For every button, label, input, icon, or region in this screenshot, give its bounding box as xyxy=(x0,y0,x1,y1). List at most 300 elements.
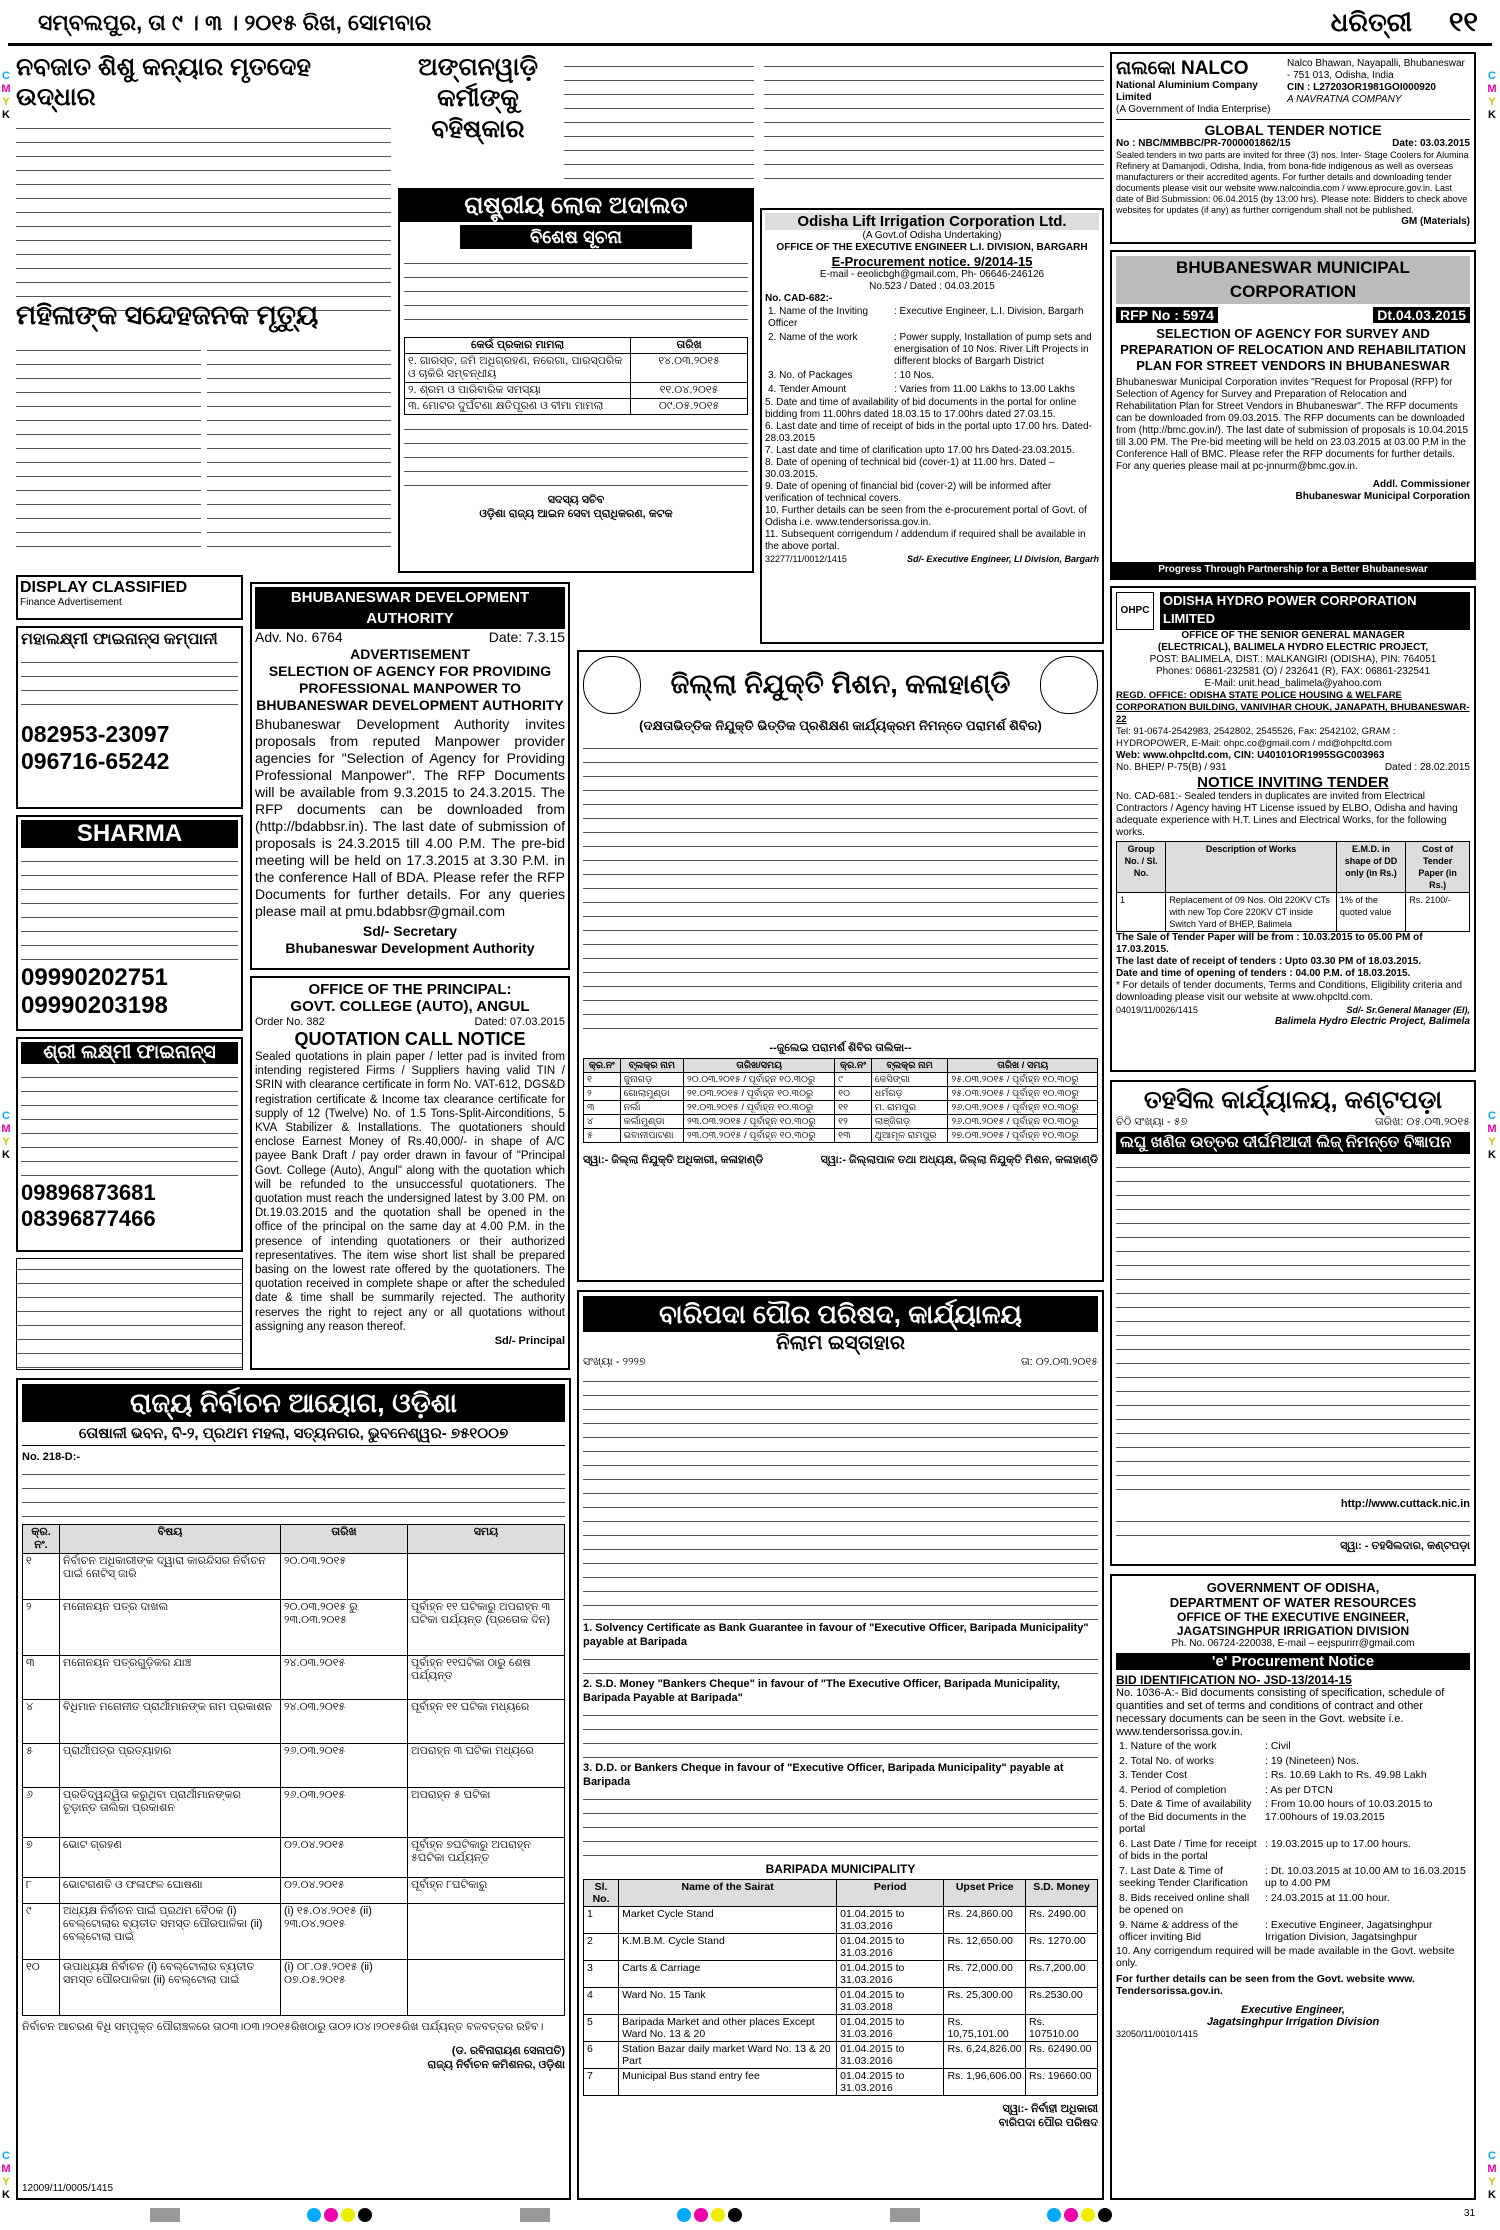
election-sign2: ରାଜ୍ୟ ନିର୍ବାଚନ କମିଶନର, ଓଡ଼ିଶା xyxy=(427,2059,565,2071)
cell: ମ. ରାମପୁର xyxy=(871,1101,948,1115)
cell: 01.04.2015 to 31.03.2016 xyxy=(837,1961,944,1988)
table-row xyxy=(584,1087,1098,1101)
table-header: Period xyxy=(837,1880,944,1907)
cell: ୧ xyxy=(23,1554,60,1600)
cell: ନର୍ଲା xyxy=(620,1101,683,1115)
cell: 01.04.2015 to 31.03.2016 xyxy=(837,1934,944,1961)
classified-phone: 096716-65242 xyxy=(21,748,170,774)
item-key: 4. Period of completion xyxy=(1119,1783,1227,1796)
cell: ଥୁଆମୂଳ ରାମପୁର xyxy=(871,1129,948,1143)
cell: ୧୦ xyxy=(23,1960,60,2016)
cell: ୫ xyxy=(584,1129,621,1143)
cell: Rs. 25,300.00 xyxy=(944,1988,1026,2015)
kalahandi-title: ଜିଲ୍ଲା ନିଯୁକ୍ତି ମିଶନ, କଳାହାଣ୍ଡି xyxy=(670,669,1011,699)
cell: ଅପରାହ୍ନ ୩ ଘଟିକା ମଧ୍ୟରେ xyxy=(408,1744,565,1788)
lok-adalat-notice xyxy=(398,188,754,573)
lift-cad: No. CAD-682:- xyxy=(765,293,833,304)
kalahandi-table xyxy=(583,1058,1098,1143)
item-value: : Executive Engineer, L.I. Division, Bargarh xyxy=(894,306,1084,317)
cell: 6 xyxy=(584,2042,619,2069)
cell: ୯ xyxy=(23,1904,60,1960)
ohpc-schedule: Date and time of opening of tenders : 04.00 P.M. of 18.03.2015. xyxy=(1116,968,1411,979)
cell: Station Bazar daily market Ward No. 13 & 20 Part xyxy=(619,2042,837,2069)
nalco-date: Date: 03.03.2015 xyxy=(1392,138,1470,149)
election-no: No. 218-D:- xyxy=(22,1451,81,1463)
case-date: ୦୯.୦୫.୨୦୧୫ xyxy=(631,399,748,415)
baripada-auction-notice xyxy=(577,1290,1104,2200)
cell: ପୂର୍ବାହ୍ନ ୧୧ଘଟିକା ଠାରୁ ଶେଷ ପର୍ଯ୍ୟନ୍ତ xyxy=(408,1656,565,1700)
table-row xyxy=(23,1554,565,1600)
cell: 01.04.2015 to 31.03.2016 xyxy=(837,2015,944,2042)
item-key: 3. Tender Cost xyxy=(1119,1769,1188,1781)
nalco-sign: GM (Materials) xyxy=(1401,216,1470,227)
water-items xyxy=(1116,1739,1470,1945)
classified-phone: 09896873681 xyxy=(21,1180,156,1205)
baripada-table xyxy=(583,1879,1098,2096)
cell: ଭବାନୀପାଟଣା xyxy=(620,1129,683,1143)
news-article-anganwadi xyxy=(398,52,558,187)
table-header: କ୍ର. ନଂ. xyxy=(23,1525,60,1554)
black-swatch xyxy=(728,2208,742,2222)
cell: ଗୋଲାମୁଣ୍ଡା xyxy=(620,1087,683,1101)
bmc-body: Bhubaneswar Municipal Corporation invites "Request for Proposal (RFP) for Selection of Agency for Survey and Preparation of Relocation and Rehabilitation Plan for Street Vendors in Bhubaneswar". The RFP documents can be downloaded from 09.03.2015. The RFP documents can be downloaded from (http://bmc.gov.in/). The last date of submission of proposals is 10.04.2015 till 3.00 PM. The Pre-bid meeting will be held on 23.03.2015 at 03.00 P.M in the Conference Hall of BMC. Please refer the RFP documents for further details. For any queries please mail at pc-jnnurm@bmc.gov.in. xyxy=(1116,377,1469,472)
cell xyxy=(408,1960,565,2016)
cell: ପୂର୍ବାହ୍ନ ୮ଘଟିକାରୁ xyxy=(408,1878,565,1904)
cell: ବିଧିମାନ ମନୋନୀତ ପ୍ରାର୍ଥୀମାନଙ୍କ ନାମ ପ୍ରକାଶନ xyxy=(60,1700,281,1744)
yellow-swatch xyxy=(1081,2208,1095,2222)
cell: (i) ୦୮.୦୫.୨୦୧୫ (ii) ୦୭.୦୫.୨୦୧୫ xyxy=(281,1960,408,2016)
bda-sign2: Bhubaneswar Development Authority xyxy=(285,940,535,956)
cell: ୩ xyxy=(23,1656,60,1700)
tahasil-no: ଚିଠି ସଂଖ୍ୟା - ୫୭ xyxy=(1116,1116,1188,1128)
cell: ଜୁନାଗଡ଼ xyxy=(620,1073,683,1087)
cell: ୨୬.୦୩.୨୦୧୫ / ପୂର୍ବାହ୍ନ ୧୦.୩୦ରୁ xyxy=(948,1101,1098,1115)
cell: ୨୫.୦୩.୨୦୧୫ / ପୂର୍ବାହ୍ନ ୧୦.୩୦ରୁ xyxy=(948,1073,1098,1087)
election-address: ତୋଷାଳୀ ଭବନ, ବି-୨, ପ୍ରଥମ ମହଲା, ସତ୍ୟନଗର, ଭୁବନେଶ୍ୱର- ୭୫୧୦୦୭ xyxy=(22,1422,565,1446)
table-row xyxy=(584,1073,1098,1087)
item-value: : Rs. 10.69 Lakh to Rs. 49.98 Lakh xyxy=(1265,1769,1427,1781)
cell: 5 xyxy=(584,2015,619,2042)
case-type: ୨. ଶ୍ରମ ଓ ପାରିବାରିକ ସମସ୍ୟା xyxy=(405,383,631,399)
cell: 7 xyxy=(584,2069,619,2096)
cell: Rs.2530.00 xyxy=(1026,1988,1098,2015)
cell xyxy=(408,1904,565,1960)
angul-heading: QUOTATION CALL NOTICE xyxy=(294,1029,526,1049)
cell: ୧୨ xyxy=(835,1115,872,1129)
bda-sign1: Sd/- Secretary xyxy=(362,923,458,939)
cell: Rs. 2490.00 xyxy=(1026,1907,1098,1934)
newspaper-logo: ଧରିତ୍ରୀ xyxy=(1330,8,1412,38)
lift-item6: 6. Last date and time of receipt of bids in the portal upto 17.00 hrs. Dated-28.03.2015 xyxy=(765,421,1092,444)
table-header: ବ୍ଲକ୍‌ର ନାମ xyxy=(871,1059,948,1073)
table-row xyxy=(405,383,748,399)
lift-items xyxy=(765,305,1099,397)
classified-subtitle: Finance Advertisement xyxy=(20,597,122,608)
case-type: ୧. ଗାରସ୍ତ, ଜମି ଅଧିଗ୍ରହଣ, ନରେଗା, ପାରସ୍ପରିକ ଓ ଚାକିରି ସମ୍ବନ୍ଧୀୟ xyxy=(405,354,631,383)
classified-body xyxy=(21,851,238,961)
table-row xyxy=(584,2015,1098,2042)
lift-office: OFFICE OF THE EXECUTIVE ENGINEER L.I. DIVISION, BARGARH xyxy=(776,242,1088,253)
ohpc-date: Dated : 28.02.2015 xyxy=(1384,762,1470,773)
cell: ମନୋନୟନ ପତ୍ରଗୁଡ଼ିକର ଯାଞ୍ଚ xyxy=(60,1656,281,1700)
ohpc-table xyxy=(1116,841,1470,932)
cell: ଭୋଟଗଣତି ଓ ଫଳାଫଳ ଘୋଷଣା xyxy=(60,1878,281,1904)
cell: 01.04.2015 to 31.03.2016 xyxy=(837,2069,944,2096)
baripada-sign1: ସ୍ୱା:- ନିର୍ବାହୀ ଅଧିକାରୀ xyxy=(1002,2103,1098,2115)
cmyk-mark-left-top: C M Y K xyxy=(1,70,11,121)
cell: Rs. 72,000.00 xyxy=(944,1961,1026,1988)
cell: Baripada Market and other places Except Ward No. 13 & 20 xyxy=(619,2015,837,2042)
color-registration-marks xyxy=(150,2208,1350,2226)
bmc-rfp-notice xyxy=(1110,250,1476,580)
cell: (i) ୧୫.୦୪.୨୦୧୫ (ii) ୨୩.୦୪.୨୦୧୫ xyxy=(281,1904,408,1960)
cell: ୨୪.୦୩.୨୦୧୫ xyxy=(281,1700,408,1744)
cyan-swatch xyxy=(1047,2208,1061,2222)
tahasil-web: http://www.cuttack.nic.in xyxy=(1340,1498,1470,1510)
baripada-no: ସଂଖ୍ୟା - ୨୨୨୭ xyxy=(583,1356,646,1368)
table-row xyxy=(23,1700,565,1744)
angul-quotation-notice xyxy=(250,976,570,1370)
tahasil-date: ତାରିଖ: ୦୫.୦୩.୨୦୧୫ xyxy=(1374,1116,1470,1128)
nalco-cin: CIN : L27203OR1981GOI000920 xyxy=(1287,82,1436,93)
lift-ref: 32277/11/0012/1415 xyxy=(765,554,847,564)
magenta-swatch xyxy=(694,2208,708,2222)
classified-mahalakshmi xyxy=(16,626,243,809)
table-row xyxy=(584,2042,1098,2069)
black-swatch xyxy=(1098,2208,1112,2222)
table-row xyxy=(584,1934,1098,1961)
baripada-body xyxy=(583,1789,1098,1859)
cell: ପୂର୍ବାହ୍ନ ୧୧ ଘଟିକାରୁ ଅପରାହ୍ନ ୩ ଘଟିକା ପର୍ଯ୍ୟନ୍ତ (ପ୍ରତୋକ ଦିନ) xyxy=(408,1600,565,1656)
table-row xyxy=(23,1960,565,2016)
cmyk-mark-right-bottom: C M Y K xyxy=(1487,2150,1497,2201)
cyan-swatch xyxy=(307,2208,321,2222)
angul-body: Sealed quotations in plain paper / letter pad is invited from intending registered Firms / Suppliers having valid TIN / SRIN with clearance certificate in form No. VAT-612, DGS&D registration certificate & Income tax clearance certificate for supply of 12 (Twelve) No. of 1.5 Tons-Split-Airconditions, 5 KVA Stabilizer & Installations. The quotationers should enclose Earnest Money of Rs.40,000/- in shape of A/C payee Bank Draft / pay order drawn in favour of "Principal Govt. College (Auto), Angul" along with the quotation which will be refunded to the unsuccessful quotationers. The quotation must reach the undersigned latest by 3.00 PM. on Dt.19.03.2015 and the quotation shall be opened in the office of the principal on the same day at 4.00 P.M. in the presence of intending quotationers or their authorized representatives. The item wise short list shall be prepared basing on the lowest rate offered by the quotationers. The quotation received in complete shape or after the scheduled date & time shall be summarily rejected. The authority reserves the right to reject any or all quotations without assigning any reason thereof. xyxy=(255,1051,565,1333)
cell: ୦୨.୦୪.୨୦୧୫ xyxy=(281,1838,408,1878)
tahasil-notice xyxy=(1110,1080,1476,1566)
cell: ଉପାଧ୍ୟକ୍ଷ ନିର୍ବାଚନ (i) ବେଲ୍ଟୋଲାର ବ୍ୟତୀତ ସମସ୍ତ ପୌରପାଳିକା (ii) ବେଲ୍ଟୋଲା ପାଇଁ xyxy=(60,1960,281,2016)
cell: ଧର୍ମଗଡ଼ xyxy=(871,1087,948,1101)
water-title: GOVERNMENT OF ODISHA, xyxy=(1206,1580,1380,1595)
table-row xyxy=(584,1101,1098,1115)
cell: ୪ xyxy=(23,1700,60,1744)
cell: ୨୦.୦୩.୨୦୧୫ ରୁ ୨୩.୦୩.୨୦୧୫ xyxy=(281,1600,408,1656)
cell: ପ୍ରାର୍ଥୀପତ୍ର ପ୍ରତ୍ୟାହାର xyxy=(60,1744,281,1788)
ohpc-org: ODISHA HYDRO POWER CORPORATION LIMITED xyxy=(1160,592,1470,630)
ohpc-sign1: Sd/- Sr.General Manager (El), xyxy=(1346,1005,1470,1015)
item-value: : 19 (Nineteen) Nos. xyxy=(1265,1754,1359,1767)
cell: 4 xyxy=(584,1988,619,2015)
bmc-sign1: Addl. Commissioner xyxy=(1372,479,1470,490)
ohpc-title: NOTICE INVITING TENDER xyxy=(1197,774,1389,791)
cell: 2 xyxy=(584,1934,619,1961)
kalahandi-body xyxy=(583,738,1098,1038)
cmyk-mark-right-mid: C M Y K xyxy=(1487,1110,1497,1161)
table-header: ବିଷୟ xyxy=(60,1525,281,1554)
cell: ୨ xyxy=(23,1600,60,1656)
reader-notice xyxy=(16,1258,243,1370)
cell: ୨୧.୦୩.୨୦୧୫ / ପୂର୍ବାହ୍ନ ୧୦.୩୦ରୁ xyxy=(684,1087,835,1101)
cell: ଲାଞ୍ଜିଗଡ଼ xyxy=(871,1115,948,1129)
gray-swatch xyxy=(890,2208,920,2222)
classified-sharma xyxy=(16,815,243,1031)
table-row xyxy=(405,354,748,383)
cell: ୨୬.୦୩.୨୦୧୫ xyxy=(281,1788,408,1838)
item-value: : Varies from 11.00 Lakhs to 13.00 Lakhs xyxy=(894,384,1075,395)
water-title: DEPARTMENT OF WATER RESOURCES xyxy=(1169,1595,1417,1610)
water-banner: 'e' Procurement Notice xyxy=(1116,1653,1470,1670)
lift-sign: Sd/- Executive Engineer, LI Division, Bargarh xyxy=(906,554,1099,564)
bda-advertisement xyxy=(250,582,570,970)
election-schedule-table xyxy=(22,1524,565,2016)
ohpc-details: * For details of tender documents, Terms and Conditions, Eligibility criteria and downloading please visit our website at www.ohpcltd.com. xyxy=(1116,980,1463,1003)
cell: ୭ xyxy=(23,1838,60,1878)
gray-swatch xyxy=(150,2208,180,2222)
cell xyxy=(408,1554,565,1600)
table-header: Upset Price xyxy=(944,1880,1026,1907)
water-ref: 32050/11/0010/1415 xyxy=(1116,2028,1198,2039)
table-header: କ୍ର.ନଂ xyxy=(584,1059,621,1073)
lok-adalat-signer: ସଦସ୍ୟ ସଚିବ xyxy=(547,494,605,506)
water-intro: No. 1036-A:- Bid documents consisting of specification, schedule of quantities and set of terms and conditions of contract and other necessary documents can be seen in the Govt. website i.e. www.tendersorissa.gov.in. xyxy=(1116,1687,1445,1738)
water-sign2: Jagatsinghpur Irrigation Division xyxy=(1206,2015,1380,2028)
item-key: 5. Date & Time of availability of the Bid documents in the portal xyxy=(1119,1798,1252,1835)
election-footnote: ନିର୍ବାଚନ ଆଚରଣ ବିଧି ସମ୍ପୃକ୍ତ ପୌରାଞ୍ଚଳରେ ତା୦୩।୦୩।୨୦୧୫ରିଖଠାରୁ ତା୦୨।୦୪।୨୦୧୫ରିଖ ପର୍ଯ୍ୟନ୍ତ ବଳବତ୍ତର ରହିବ। xyxy=(22,2021,544,2033)
magenta-swatch xyxy=(324,2208,338,2222)
table-header: ତାରିଖ / ସମୟ xyxy=(948,1059,1098,1073)
news-article-woman-death xyxy=(16,298,391,568)
cell: Rs. 1270.00 xyxy=(1026,1934,1098,1961)
kalahandi-sign2: ସ୍ୱା:- ଜିଲ୍ଲାପାଳ ତଥା ଅଧ୍ୟକ୍ଷ, ଜିଲ୍ଲା ନିଯୁକ୍ତି ମିଶନ, କଳାହାଣ୍ଡି xyxy=(820,1154,1098,1166)
item-key: 8. Bids received online shall be opened on xyxy=(1119,1891,1250,1916)
news-headline: ମହିଳାଙ୍କ ସନ୍ଦେହଜନକ ମୃତ୍ୟୁ xyxy=(16,300,319,330)
baripada-sign2: ବାରିପଦା ପୌର ପରିଷଦ xyxy=(998,2117,1098,2129)
election-sign1: (ଡ. ରବିନାରାୟଣ ସେନାପତି) xyxy=(451,2045,565,2057)
baripada-condition: 2. S.D. Money "Bankers Cheque" in favour of "The Executive Officer, Baripada Municipality, Baripada Payable at Baripada" xyxy=(583,1678,1060,1704)
cell: ୦୨.୦୪.୨୦୧୫ xyxy=(281,1878,408,1904)
baripada-date: ତା: ୦୨.୦୩.୨୦୧୫ xyxy=(1020,1356,1098,1368)
masthead xyxy=(8,6,1492,46)
cell: Rs. 6,24,826.00 xyxy=(944,2042,1026,2069)
news-body-text xyxy=(764,56,1104,184)
lift-item11: 11. Subsequent corrigendum / addendum if required shall be available in the above portal. xyxy=(765,529,1086,552)
item-value: : Power supply, Installation of pump sets and energisation of 10 Nos. River Lift Projects in different blocks of Bargarh District xyxy=(894,332,1092,367)
table-row xyxy=(584,1115,1098,1129)
news-body-text xyxy=(207,340,392,550)
magenta-swatch xyxy=(1064,2208,1078,2222)
display-classified-header xyxy=(16,575,243,620)
table-header: ବ୍ଲକ୍‌ର ନାମ xyxy=(620,1059,683,1073)
table-header: Cost of Tender Paper (in Rs.) xyxy=(1406,842,1470,893)
baripada-body xyxy=(583,1371,1098,1621)
cell: 1% of the quoted value xyxy=(1336,893,1405,932)
table-row xyxy=(584,1961,1098,1988)
classified-body xyxy=(21,652,238,718)
news-headline: ନବଜାତ ଶିଶୁ କନ୍ୟାର ମୃତଦେହ ଉଦ୍ଧାର xyxy=(16,53,311,111)
classified-title: DISPLAY CLASSIFIED xyxy=(20,579,188,596)
table-header: Group No. / Sl. No. xyxy=(1117,842,1166,893)
angul-order: Order No. 382 xyxy=(255,1016,325,1028)
cell: ଅଧ୍ୟକ୍ଷ ନିର୍ବାଚନ ପାଇଁ ପ୍ରଥମ ବୈଠକ (i) ବେଲ୍ଟୋଲାର ବ୍ୟତୀତ ସମସ୍ତ ପୌରପାଳିକା (ii) ବେଲ୍ଟୋଲା ପାଇଁ xyxy=(60,1904,281,1960)
ohpc-office: (ELECTRICAL), BALIMELA HYDRO ELECTRIC PROJECT, xyxy=(1157,642,1429,653)
cell: Rs. 107510.00 xyxy=(1026,2015,1098,2042)
cell: 1 xyxy=(584,1907,619,1934)
table-header: କ୍ର.ନଂ xyxy=(835,1059,872,1073)
cell: ୨୩.୦୩.୨୦୧୫ / ପୂର୍ବାହ୍ନ ୧୦.୩୦ରୁ xyxy=(684,1129,835,1143)
nalco-address: Nalco Bhawan, Nayapalli, Bhubaneswar - 751 013, Odisha, India xyxy=(1287,58,1465,81)
item-key: 1. Nature of the work xyxy=(1119,1740,1217,1752)
table-header: Sl. No. xyxy=(584,1880,619,1907)
ohpc-schedule: The last date of receipt of tenders : Upto 03.30 PM of 18.03.2015. xyxy=(1116,956,1422,967)
table-row xyxy=(23,1600,565,1656)
item-key: 2. Name of the work xyxy=(768,332,858,343)
bmc-title: BHUBANESWAR MUNICIPAL CORPORATION xyxy=(1116,256,1470,304)
classified-shree-lakshmi xyxy=(16,1037,243,1252)
baripada-title: ବାରିପଦା ପୌର ପରିଷଦ, କାର୍ଯ୍ୟାଳୟ xyxy=(583,1296,1098,1332)
tahasil-title: ତହସିଲ କାର୍ଯ୍ୟାଳୟ, କଣ୍ଟପଡ଼ା xyxy=(1143,1086,1443,1114)
angul-title1: OFFICE OF THE PRINCIPAL: xyxy=(308,981,512,998)
cell: କର୍ଲାମୁଣ୍ଡା xyxy=(620,1115,683,1129)
ohpc-office: E-Mail: unit.head_balimela@yahoo.com xyxy=(1204,678,1382,689)
cell: ୨୦.୦୩.୨୦୧୫ xyxy=(281,1554,408,1600)
nalco-logo: ନାଲକୋ NALCO xyxy=(1116,58,1249,79)
cell: ଭୋଟ ଗ୍ରହଣ xyxy=(60,1838,281,1878)
cell: K.M.B.M. Cycle Stand xyxy=(619,1934,837,1961)
cell: Rs. 19660.00 xyxy=(1026,2069,1098,2096)
cell: Rs. 10,75,101.00 xyxy=(944,2015,1026,2042)
lok-adalat-subtitle: ବିଶେଷ ସୂଚନା xyxy=(460,225,692,249)
cell: ଅପରାହ୍ନ ୫ ଘଟିକା xyxy=(408,1788,565,1838)
lift-item8: 8. Date of opening of technical bid (cover-1) at 11.00 hrs. Dated – 30.03.2015. xyxy=(765,457,1055,480)
bda-adv: Adv. No. 6764 xyxy=(255,629,343,645)
table-header: ତାରିଖ xyxy=(281,1525,408,1554)
cell: ୧୩ xyxy=(835,1129,872,1143)
cell: Replacement of 09 Nos. Old 220KV CTs with new Top Core 220KV CT inside Switch Yard of BHEP, Balimela xyxy=(1166,893,1337,932)
cmyk-mark-left-bottom: C M Y K xyxy=(1,2150,11,2201)
cell: ୧୧ xyxy=(835,1101,872,1115)
item-value: : 24.03.2015 at 11.00 hour. xyxy=(1265,1891,1390,1904)
table-row xyxy=(405,399,748,415)
item-key: 7. Last Date & Time of seeking Tender Clarification xyxy=(1119,1864,1248,1889)
table-header: ସମୟ xyxy=(408,1525,565,1554)
classified-phone: 09990202751 xyxy=(21,964,168,991)
lok-adalat-table xyxy=(404,337,748,415)
table-header: Name of the Sairat xyxy=(619,1880,837,1907)
table-row xyxy=(23,1838,565,1878)
lift-item9: 9. Date of opening of financial bid (cover-2) will be informed after verification of technical covers. xyxy=(765,481,1052,504)
cell: ୧ xyxy=(584,1073,621,1087)
page-number: ୧୧ xyxy=(1448,6,1478,37)
tahasil-body xyxy=(1116,1157,1470,1497)
cell: ୨ xyxy=(584,1087,621,1101)
bmc-footer: Progress Through Partnership for a Better Bhubaneswar xyxy=(1112,562,1474,578)
ohpc-regd: REGD. OFFICE: ODISHA STATE POLICE HOUSING & WELFARE CORPORATION BUILDING, VANIVIHAR CHOUK, JANAPATH, BHUBANESWAR-22 xyxy=(1116,690,1470,725)
cell: ପ୍ରତିଦ୍ୱନ୍ଦ୍ୱିତା କରୁଥିବା ପ୍ରାର୍ଥୀମାନଙ୍କର ଚୂଡ଼ାନ୍ତ ତାଲିକା ପ୍ରକାଶନ xyxy=(60,1788,281,1838)
lok-adalat-org: ଓଡ଼ିଶା ରାଜ୍ୟ ଆଇନ ସେବା ପ୍ରାଧିକରଣ, କଟକ xyxy=(479,508,673,520)
bda-body: Bhubaneswar Development Authority invites proposals from reputed Manpower provider agencies for "Selection of Agency for Providing Professional Manpower". The RFP Documents will be available from 9.3.2015 to 24.3.2015. The RFP documents can be downloaded from (http://bdabbsr.in). The last date of submission of proposals is 24.3.2015 till 4.00 P.M. The pre-bid meeting will be held on 17.3.2015 at 3.30 P.M. in the conference Hall of BDA. Please refer the RFP Documents for further details. For any queries please mail at pmu.bdabbsr@gmail.com xyxy=(255,716,565,919)
item-key: 4. Tender Amount xyxy=(768,384,847,395)
lift-notice: E-Procurement notice. 9/2014-15 xyxy=(831,254,1033,269)
bda-date: Date: 7.3.15 xyxy=(488,629,565,645)
cell: Rs.7,200.00 xyxy=(1026,1961,1098,1988)
item-value: : 19.03.2015 up to 17.00 hours. xyxy=(1265,1837,1411,1850)
table-header: S.D. Money xyxy=(1026,1880,1098,1907)
table-row xyxy=(23,1656,565,1700)
ohpc-office: Phones: 06861-232581 (O) / 232641 (R), FAX: 06861-232541 xyxy=(1155,666,1431,677)
bmc-rfp: RFP No : 5974 xyxy=(1116,307,1218,323)
table-row xyxy=(1117,893,1470,932)
masthead-date: ସମ୍ବଲପୁର, ତା ୯ । ୩ । ୨୦୧୫ ରିଖ, ସୋମବାର xyxy=(38,10,432,35)
water-phone: Ph. No. 06724-220038, E-mail – eejspurirr@gmail.com xyxy=(1171,1638,1415,1649)
lift-item7: 7. Last date and time of clarification upto 17.00 hrs Dated-23.03.2015. xyxy=(765,445,1075,456)
cell: Rs. 12,650.00 xyxy=(944,1934,1026,1961)
item-value: : Civil xyxy=(1265,1740,1291,1752)
classified-phone: 08396877466 xyxy=(21,1206,156,1231)
table-row xyxy=(23,1788,565,1838)
case-type: ୩. ମୋଟର ଦୁର୍ଘଟଣା କ୍ଷତିପୂରଣ ଓ ବୀମା ମାମଲା xyxy=(405,399,631,415)
yellow-swatch xyxy=(711,2208,725,2222)
classified-phone: 082953-23097 xyxy=(21,721,170,747)
lok-adalat-intro xyxy=(404,253,748,333)
lift-irrigation-notice xyxy=(760,208,1104,644)
nalco-no: No : NBC/MMBBC/PR-7000001862/15 xyxy=(1116,138,1291,149)
lift-org: Odisha Lift Irrigation Corporation Ltd. xyxy=(765,213,1099,230)
cell: Ward No. 15 Tank xyxy=(619,1988,837,2015)
nalco-tender-ad xyxy=(1110,52,1476,244)
kalahandi-employment-mission xyxy=(577,650,1104,1282)
cell: ୨୬.୦୩.୨୦୧୫ xyxy=(281,1744,408,1788)
cell: ୬ xyxy=(23,1788,60,1838)
classified-phone: 09990203198 xyxy=(21,992,168,1019)
cell: Market Cycle Stand xyxy=(619,1907,837,1934)
cell: ୮ xyxy=(23,1878,60,1904)
ohpc-office: POST: BALIMELA, DIST.: MALKANGIRI (ODISHA), PIN: 764051 xyxy=(1149,654,1437,665)
ohpc-contact: Tel: 91-0674-2542983, 2542802, 2545526, Fax: 2542102, GRAM : HYDROPOWER, E-Mail: ohpc.co@gmail.com / md@ohpcltd.com xyxy=(1116,726,1396,749)
item-key: 2. Total No. of works xyxy=(1119,1754,1214,1767)
item-key: 1. Name of the Inviting Officer xyxy=(768,306,869,329)
nalco-navratna: A NAVRATNA COMPANY xyxy=(1287,94,1402,105)
lok-adalat-title: ରାଷ୍ଟ୍ରୀୟ ଲୋକ ଅଦାଲତ xyxy=(400,190,752,222)
tahasil-body xyxy=(1116,1511,1470,1539)
item-value: : 10 Nos. xyxy=(894,370,935,381)
angul-date: Dated: 07.03.2015 xyxy=(474,1016,565,1028)
kalahandi-table-title: --ଜୁଲେଇ ପରାମର୍ଶ ଶିବିର ତାଲିକା-- xyxy=(769,1042,912,1054)
baripada-body xyxy=(583,1649,1098,1677)
ohpc-ref: 04019/11/0026/1415 xyxy=(1116,1005,1198,1015)
cell: କେସିଙ୍ଗା xyxy=(871,1073,948,1087)
classified-name: ମହାଲକ୍ଷ୍ମୀ ଫାଇନାନ୍ସ କମ୍ପାନୀ xyxy=(21,631,218,648)
cell: ୨୧.୦୩.୨୦୧୫ / ପୂର୍ବାହ୍ନ ୧୦.୩୦ରୁ xyxy=(684,1101,835,1115)
baripada-condition: 1. Solvency Certificate as Bank Guarantee in favour of "Executive Officer, Baripada Municipality" payable at Baripada xyxy=(583,1622,1089,1648)
cell: ୨୬.୦୩.୨୦୧୫ / ପୂର୍ବାହ୍ନ ୧୦.୩୦ରୁ xyxy=(948,1115,1098,1129)
cell: ୫ xyxy=(23,1744,60,1788)
bda-heading: ADVERTISEMENT xyxy=(350,646,470,662)
ohpc-logo-icon: OHPC xyxy=(1116,592,1154,630)
item-value: : Executive Engineer, Jagatsinghpur Irrigation Division, Jagatsinghpur xyxy=(1265,1918,1433,1943)
table-row xyxy=(584,1129,1098,1143)
bmc-sign2: Bhubaneswar Municipal Corporation xyxy=(1295,491,1470,502)
nalco-title: GLOBAL TENDER NOTICE xyxy=(1204,122,1382,138)
bmc-date: Dt.04.03.2015 xyxy=(1373,307,1470,323)
cell: 01.04.2015 to 31.03.2016 xyxy=(837,1907,944,1934)
nalco-gov: (A Government of India Enterprise) xyxy=(1116,104,1271,115)
lift-no: No.523 / Dated : 04.03.2015 xyxy=(869,281,995,292)
cell: 01.04.2015 to 31.03.2018 xyxy=(837,1988,944,2015)
ohpc-no: No. BHEP/ P-75(B) / 931 xyxy=(1116,762,1227,773)
ohpc-office: OFFICE OF THE SENIOR GENERAL MANAGER xyxy=(1181,630,1405,641)
nalco-company: National Aluminium Company Limited xyxy=(1116,80,1258,103)
table-row xyxy=(584,2069,1098,2096)
